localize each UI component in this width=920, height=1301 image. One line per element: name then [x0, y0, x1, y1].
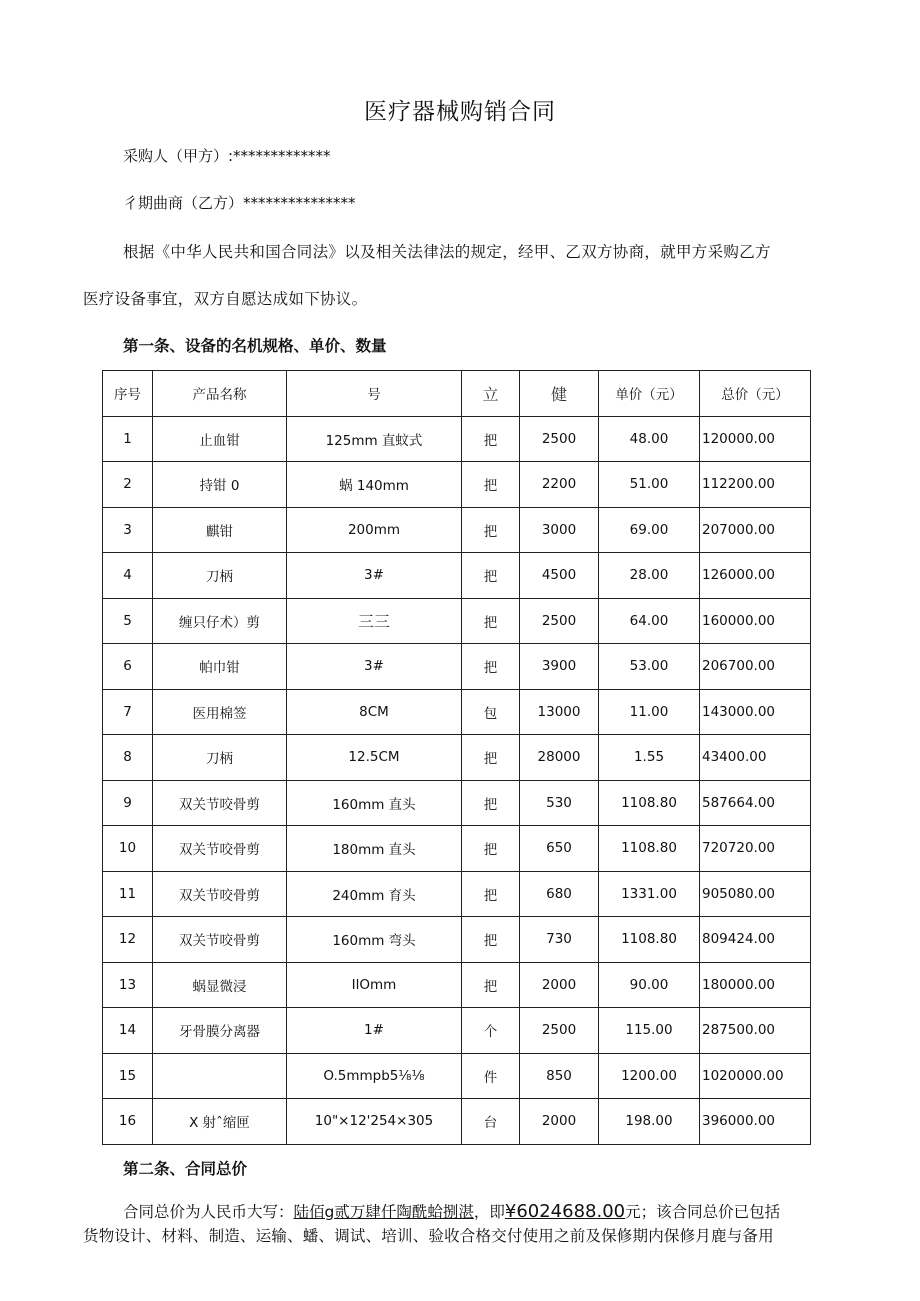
cell-model-spec: 10"×12'254×305 [287, 1099, 462, 1145]
cell-row-index: 5 [103, 598, 153, 644]
cell-quantity: 850 [520, 1053, 599, 1099]
cell-model-spec: 三三 [287, 598, 462, 644]
cell-quantity: 2000 [520, 1099, 599, 1145]
total-mid: ，即 [473, 1203, 505, 1221]
cell-row-index: 4 [103, 553, 153, 599]
cell-row-index: 13 [103, 962, 153, 1008]
table-row [103, 1008, 811, 1054]
cell-unit: 把 [462, 507, 520, 553]
cell-model-spec: IlOmm [287, 962, 462, 1008]
cell-unit: 把 [462, 917, 520, 963]
cell-unit: 件 [462, 1053, 520, 1099]
cell-quantity: 650 [520, 826, 599, 872]
table-row [103, 553, 811, 599]
cell-product-name: 持钳 0 [153, 462, 287, 508]
cell-unit: 把 [462, 553, 520, 599]
cell-quantity: 2200 [520, 462, 599, 508]
header-unit: 立 [462, 371, 520, 417]
table-row [103, 1053, 811, 1099]
cell-quantity: 3900 [520, 644, 599, 690]
cell-total-price: 587664.00 [700, 780, 811, 826]
cell-product-name: 缠只仔术）剪 [153, 598, 287, 644]
total-price-line-2: 货物设计、材料、制造、运输、蟠、调试、培训、验收合格交付使用之前及保修期内保修月鹿与备用 [83, 1227, 774, 1245]
cell-unit: 把 [462, 735, 520, 781]
cell-quantity: 2500 [520, 1008, 599, 1054]
cell-row-index: 3 [103, 507, 153, 553]
table-row [103, 689, 811, 735]
cell-quantity: 13000 [520, 689, 599, 735]
equipment-table [102, 370, 811, 1145]
table-row [103, 962, 811, 1008]
table-row [103, 1099, 811, 1145]
cell-row-index: 14 [103, 1008, 153, 1054]
total-suffix: 元；该合同总价已包括 [625, 1203, 781, 1221]
cell-product-name: 蜗显微浸 [153, 962, 287, 1008]
cell-unit-price: 1108.80 [599, 780, 700, 826]
cell-total-price: 120000.00 [700, 416, 811, 462]
cell-unit-price: 115.00 [599, 1008, 700, 1054]
cell-model-spec: 1# [287, 1008, 462, 1054]
cell-row-index: 12 [103, 917, 153, 963]
cell-row-index: 6 [103, 644, 153, 690]
cell-product-name: 刀柄 [153, 735, 287, 781]
party-a-line: 采购人（甲方）:************* [123, 147, 331, 165]
cell-product-name: 刀柄 [153, 553, 287, 599]
cell-model-spec: 125mm 直蚊式 [287, 416, 462, 462]
cell-quantity: 730 [520, 917, 599, 963]
cell-product-name: 双关节咬骨剪 [153, 826, 287, 872]
cell-unit-price: 90.00 [599, 962, 700, 1008]
total-amount: ¥6024688.00 [504, 1201, 626, 1222]
cell-model-spec: 180mm 直头 [287, 826, 462, 872]
cell-total-price: 287500.00 [700, 1008, 811, 1054]
cell-unit: 把 [462, 871, 520, 917]
cell-row-index: 10 [103, 826, 153, 872]
cell-unit-price: 1331.00 [599, 871, 700, 917]
cell-model-spec: 3# [287, 644, 462, 690]
cell-quantity: 2000 [520, 962, 599, 1008]
header-index: 序号 [103, 371, 153, 417]
cell-row-index: 2 [103, 462, 153, 508]
cell-model-spec: 8CM [287, 689, 462, 735]
contract-title: 医疗器械购销合同 [364, 99, 556, 125]
header-quantity: 健 [520, 371, 599, 417]
cell-total-price: 112200.00 [700, 462, 811, 508]
table-row [103, 826, 811, 872]
table-row [103, 735, 811, 781]
table-row [103, 917, 811, 963]
intro-paragraph-line-1: 根据《中华人民共和国合同法》以及相关法律法的规定，经甲、乙双方协商，就甲方采购乙方 [123, 243, 771, 261]
cell-unit-price: 53.00 [599, 644, 700, 690]
section-1-heading: 第一条、设备的名机规格、单价、数量 [123, 337, 387, 355]
cell-unit-price: 1108.80 [599, 917, 700, 963]
cell-row-index: 16 [103, 1099, 153, 1145]
table-row [103, 780, 811, 826]
header-total-price: 总价（元） [700, 371, 811, 417]
cell-total-price: 43400.00 [700, 735, 811, 781]
cell-total-price: 207000.00 [700, 507, 811, 553]
cell-total-price: 126000.00 [700, 553, 811, 599]
cell-unit: 把 [462, 644, 520, 690]
cell-unit-price: 51.00 [599, 462, 700, 508]
cell-row-index: 9 [103, 780, 153, 826]
cell-quantity: 3000 [520, 507, 599, 553]
cell-model-spec: 蜗 140mm [287, 462, 462, 508]
cell-unit: 把 [462, 462, 520, 508]
table-row [103, 507, 811, 553]
cell-unit-price: 64.00 [599, 598, 700, 644]
cell-unit-price: 69.00 [599, 507, 700, 553]
cell-total-price: 720720.00 [700, 826, 811, 872]
cell-row-index: 11 [103, 871, 153, 917]
table-row [103, 598, 811, 644]
total-in-words: 陆佰g贰万肆仟陶酰蛤捌湛 [293, 1203, 474, 1221]
header-unit-price: 单价（元） [599, 371, 700, 417]
cell-row-index: 7 [103, 689, 153, 735]
cell-product-name: 止血钳 [153, 416, 287, 462]
cell-product-name: 帕巾钳 [153, 644, 287, 690]
cell-row-index: 8 [103, 735, 153, 781]
cell-model-spec: 200mm [287, 507, 462, 553]
cell-product-name: 双关节咬骨剪 [153, 780, 287, 826]
cell-quantity: 680 [520, 871, 599, 917]
cell-unit-price: 11.00 [599, 689, 700, 735]
cell-product-name: 牙骨膜分离器 [153, 1008, 287, 1054]
cell-model-spec: 12.5CM [287, 735, 462, 781]
cell-unit: 包 [462, 689, 520, 735]
table-row [103, 871, 811, 917]
cell-model-spec: 240mm 育头 [287, 871, 462, 917]
cell-model-spec: O.5mmpb5⅛⅛ [287, 1053, 462, 1099]
header-product-name: 产品名称 [153, 371, 287, 417]
cell-unit: 个 [462, 1008, 520, 1054]
cell-total-price: 160000.00 [700, 598, 811, 644]
cell-total-price: 143000.00 [700, 689, 811, 735]
cell-unit-price: 1200.00 [599, 1053, 700, 1099]
cell-quantity: 530 [520, 780, 599, 826]
intro-paragraph-line-2: 医疗设备事宜，双方自愿达成如下协议。 [83, 290, 368, 308]
cell-quantity: 4500 [520, 553, 599, 599]
table-header-row [103, 371, 811, 417]
cell-unit: 台 [462, 1099, 520, 1145]
cell-quantity: 28000 [520, 735, 599, 781]
cell-total-price: 1020000.00 [700, 1053, 811, 1099]
cell-quantity: 2500 [520, 416, 599, 462]
cell-model-spec: 3# [287, 553, 462, 599]
cell-row-index: 1 [103, 416, 153, 462]
cell-unit: 把 [462, 962, 520, 1008]
cell-model-spec: 160mm 直头 [287, 780, 462, 826]
cell-unit-price: 1108.80 [599, 826, 700, 872]
table-row [103, 416, 811, 462]
cell-quantity: 2500 [520, 598, 599, 644]
cell-unit-price: 198.00 [599, 1099, 700, 1145]
party-b-line: 彳期曲商（乙方）*************** [123, 194, 356, 212]
cell-product-name: 双关节咬骨剪 [153, 871, 287, 917]
section-2-heading: 第二条、合同总价 [123, 1160, 248, 1178]
cell-unit: 把 [462, 598, 520, 644]
cell-model-spec: 160mm 弯头 [287, 917, 462, 963]
total-prefix: 合同总价为人民币大写： [123, 1203, 294, 1221]
cell-unit: 把 [462, 416, 520, 462]
cell-product-name [153, 1053, 287, 1099]
cell-unit: 把 [462, 826, 520, 872]
cell-product-name: 医用棉签 [153, 689, 287, 735]
cell-unit-price: 28.00 [599, 553, 700, 599]
cell-total-price: 396000.00 [700, 1099, 811, 1145]
cell-total-price: 809424.00 [700, 917, 811, 963]
cell-unit-price: 1.55 [599, 735, 700, 781]
cell-unit-price: 48.00 [599, 416, 700, 462]
cell-row-index: 15 [103, 1053, 153, 1099]
cell-total-price: 206700.00 [700, 644, 811, 690]
cell-product-name: 麒钳 [153, 507, 287, 553]
header-model: 号 [287, 371, 462, 417]
cell-total-price: 905080.00 [700, 871, 811, 917]
table-row [103, 462, 811, 508]
cell-total-price: 180000.00 [700, 962, 811, 1008]
total-price-line [123, 1200, 780, 1222]
cell-unit: 把 [462, 780, 520, 826]
cell-product-name: 双关节咬骨剪 [153, 917, 287, 963]
cell-product-name: X 射ˆ缩匣 [153, 1099, 287, 1145]
table-row [103, 644, 811, 690]
